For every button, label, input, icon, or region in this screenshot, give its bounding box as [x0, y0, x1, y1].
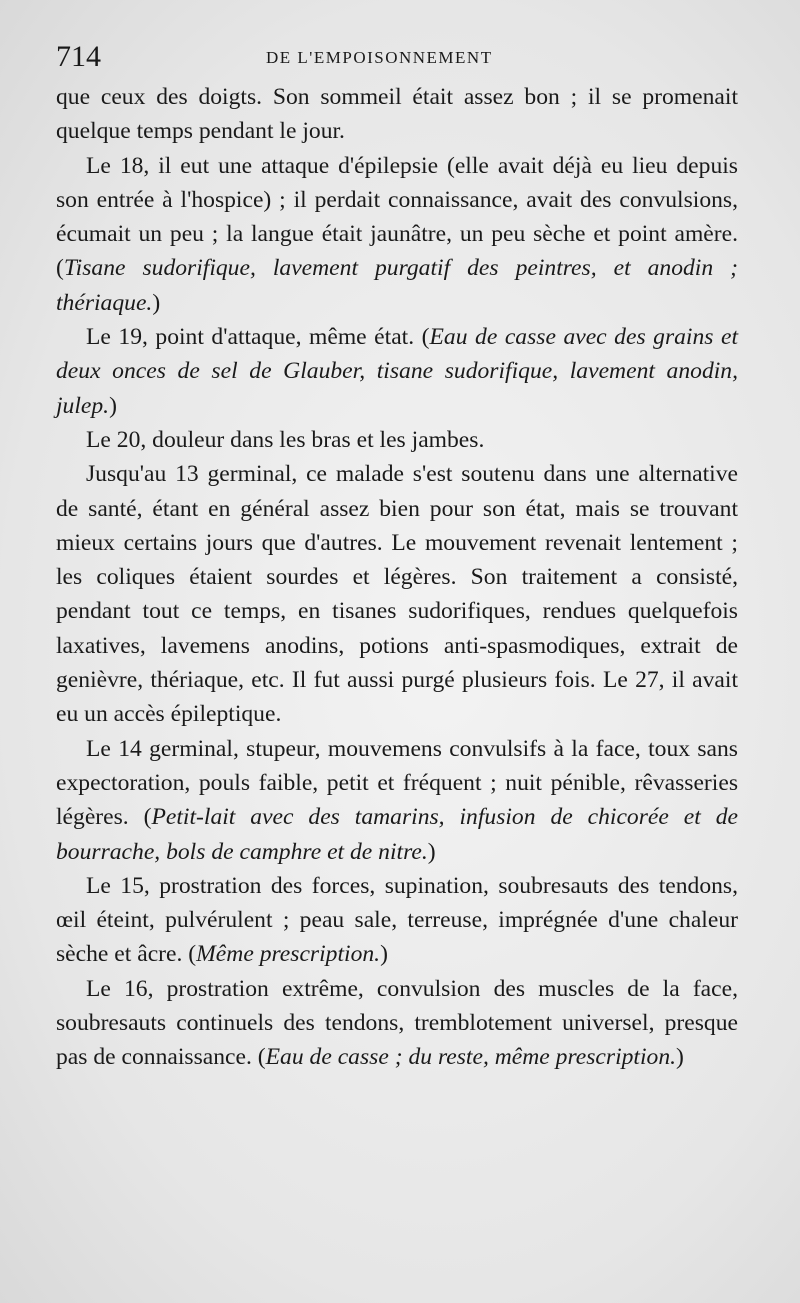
text-run: Le 16, prostration extrême, convulsion des muscles de la face, soubresauts continuels des tendons, tremblotement universel, presque pas de connaissance. (	[56, 975, 738, 1071]
text-run: )	[676, 1044, 684, 1071]
text-run: )	[109, 392, 117, 419]
text-run: )	[380, 941, 388, 968]
text-run: Jusqu'au 13 germinal, ce malade s'est soutenu dans une alternative de santé, étant en général assez bien pour son état, mais se trouvant mieux certains jours que d'autres. Le mouvement revenait lentement ; les coliques étaient sourdes et légères. Son traitement a consisté, pendant tout ce temps, en tisanes sudorifiques, rendues quelquefois laxatives, lavemens anodins, potions anti-spasmodiques, extrait de genièvre, thériaque, etc. Il fut aussi purgé plusieurs fois. Le 27, il avait eu un accès épileptique.	[56, 461, 738, 728]
prescription-text: Eau de casse avec des grains et deux onces de sel de Glauber, tisane sudorifique, lavement anodin, julep.	[56, 324, 738, 419]
paragraph	[56, 732, 738, 869]
text-run: )	[427, 838, 436, 865]
body-text	[56, 80, 738, 1075]
paragraph	[56, 320, 738, 423]
prescription-text: Eau de casse ; du reste, même prescription.	[265, 1044, 677, 1071]
text-run: Le 19, point d'attaque, même état. (	[86, 324, 430, 351]
text-run: )	[152, 289, 161, 316]
prescription-text: Petit-lait avec des tamarins, infusion de chicorée et de bourrache, bols de camphre et de nitre.	[56, 804, 738, 865]
prescription-text: Tisane sudorifique, lavement purgatif des peintres, et anodin ; thériaque.	[56, 255, 738, 316]
paragraph	[56, 149, 738, 320]
text-run: Le 14 germinal, stupeur, mouvemens convulsifs à la face, toux sans expectoration, pouls faible, petit et fréquent ; nuit pénible, rêvasseries légères. (	[56, 735, 738, 831]
text-run: que ceux des doigts. Son sommeil était assez bon ; il se promenait quelque temps pendant le jour.	[56, 84, 738, 145]
running-head: DE L'EMPOISONNEMENT	[266, 48, 493, 67]
paragraph	[56, 869, 738, 972]
text-run: Le 18, il eut une attaque d'épilepsie (elle avait déjà eu lieu depuis son entrée à l'hospice) ; il perdait connaissance, avait des convulsions, écumait un peu ; la langue était jaunâtre, un peu sèche et point amère. (	[56, 152, 738, 282]
paragraph	[56, 80, 738, 149]
page-number: 714	[56, 40, 101, 73]
prescription-text: Même prescription.	[196, 941, 381, 968]
paragraph	[56, 972, 738, 1075]
text-run: Le 20, douleur dans les bras et les jambes.	[86, 426, 485, 453]
paragraph	[56, 423, 738, 457]
text-run: Le 15, prostration des forces, supination, soubresauts des tendons, œil éteint, pulvérulent ; peau sale, terreuse, imprégnée d'une chaleur sèche et âcre. (	[56, 872, 738, 968]
paragraph	[56, 457, 738, 731]
page-header	[56, 40, 736, 84]
